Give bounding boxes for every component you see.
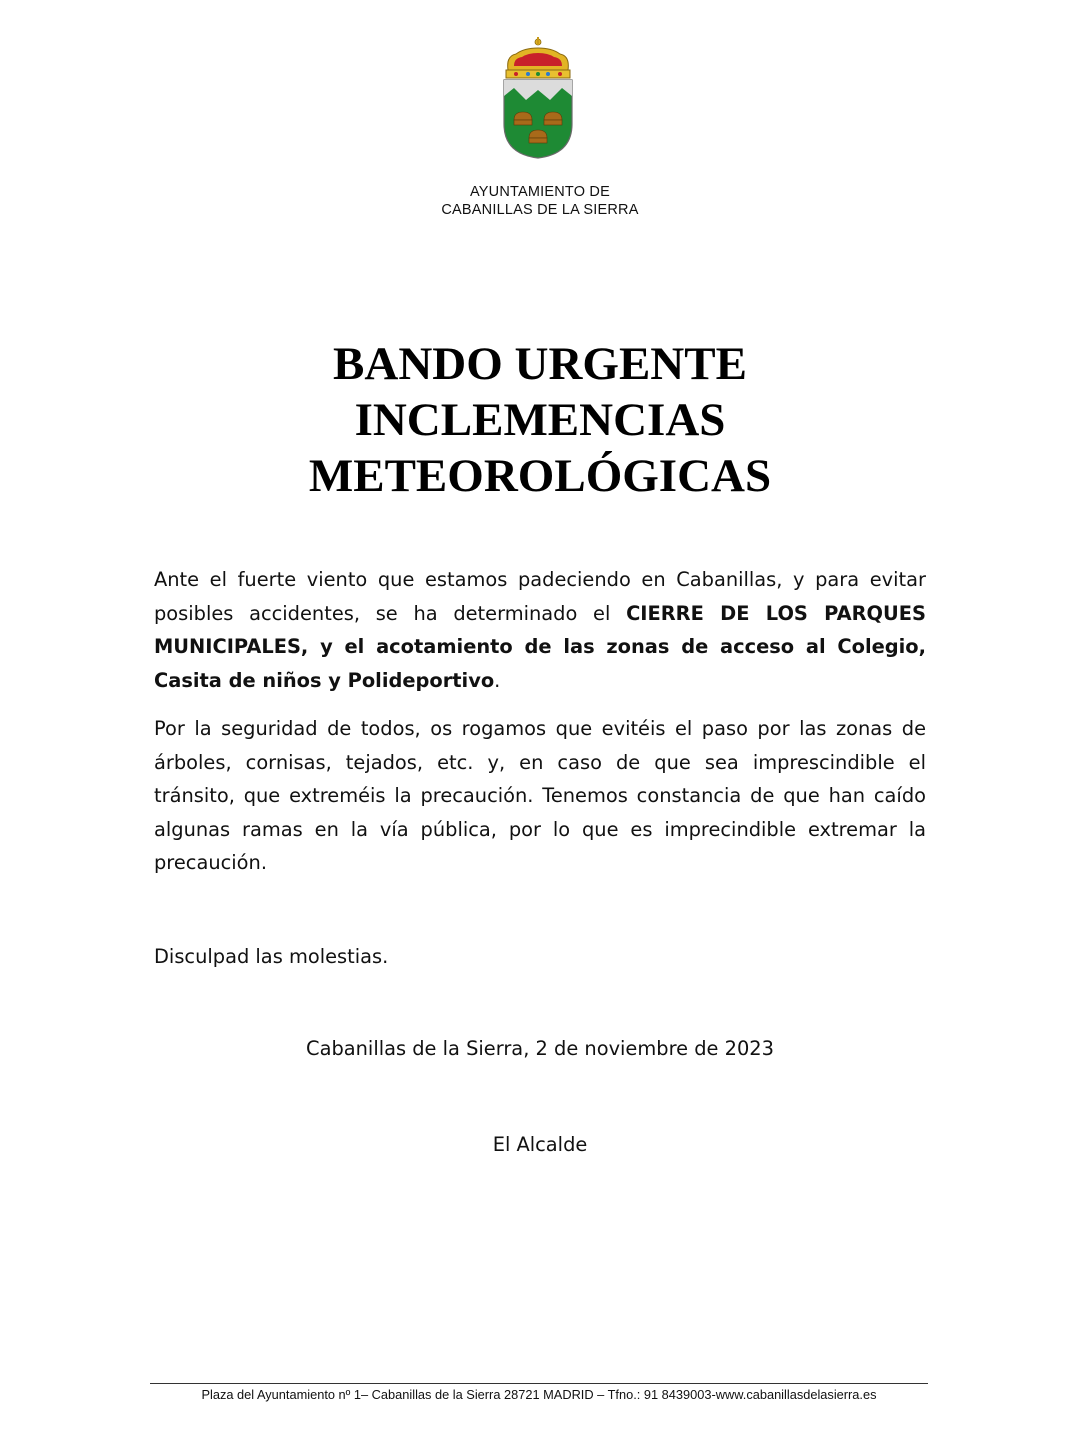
- footer-divider: [150, 1383, 928, 1384]
- footer-address: Plaza del Ayuntamiento nº 1– Cabanillas de la Sierra 28721 MADRID – Tfno.: 91 8439003-www.cabanillasdelasierra.es: [201, 1387, 877, 1402]
- document-title: [0, 336, 1080, 504]
- issuer-line-2: CABANILLAS DE LA SIERRA: [441, 202, 639, 218]
- crown-icon: [506, 37, 570, 78]
- coat-of-arms-icon: [500, 36, 576, 160]
- paragraph-announcement: [154, 563, 926, 697]
- announcement-bold-text: CIERRE DE LOS PARQUES MUNICIPALES, y el acotamiento de las zonas de acceso al Colegio, Casita de niños y Polideportivo: [154, 601, 926, 692]
- title-line-1: BANDO URGENTE: [333, 338, 747, 390]
- title-line-2: INCLEMENCIAS: [354, 394, 726, 446]
- announcement-text: Ante el fuerte viento que estamos padeciendo en Cabanillas, y para evitar posibles accidentes, se ha determinado el: [154, 568, 926, 625]
- date-line: Cabanillas de la Sierra, 2 de noviembre de 2023: [306, 1037, 774, 1060]
- announcement-end: .: [494, 668, 501, 692]
- closing-line: Disculpad las molestias.: [154, 945, 389, 968]
- issuer-header: [0, 183, 1080, 219]
- issuer-line-1: AYUNTAMIENTO DE: [470, 184, 610, 200]
- paragraph-safety: Por la seguridad de todos, os rogamos que evitéis el paso por las zonas de árboles, cornisas, tejados, etc. y, en caso de que sea imprescindible el tránsito, que extreméis la precaución. Tenemos constancia de que han caído algunas ramas en la vía pública, por lo que es imprecindible extremar la precaución.: [154, 717, 926, 874]
- shield-icon: [504, 80, 572, 158]
- signature: El Alcalde: [492, 1133, 588, 1156]
- title-line-3: METEOROLÓGICAS: [308, 450, 772, 502]
